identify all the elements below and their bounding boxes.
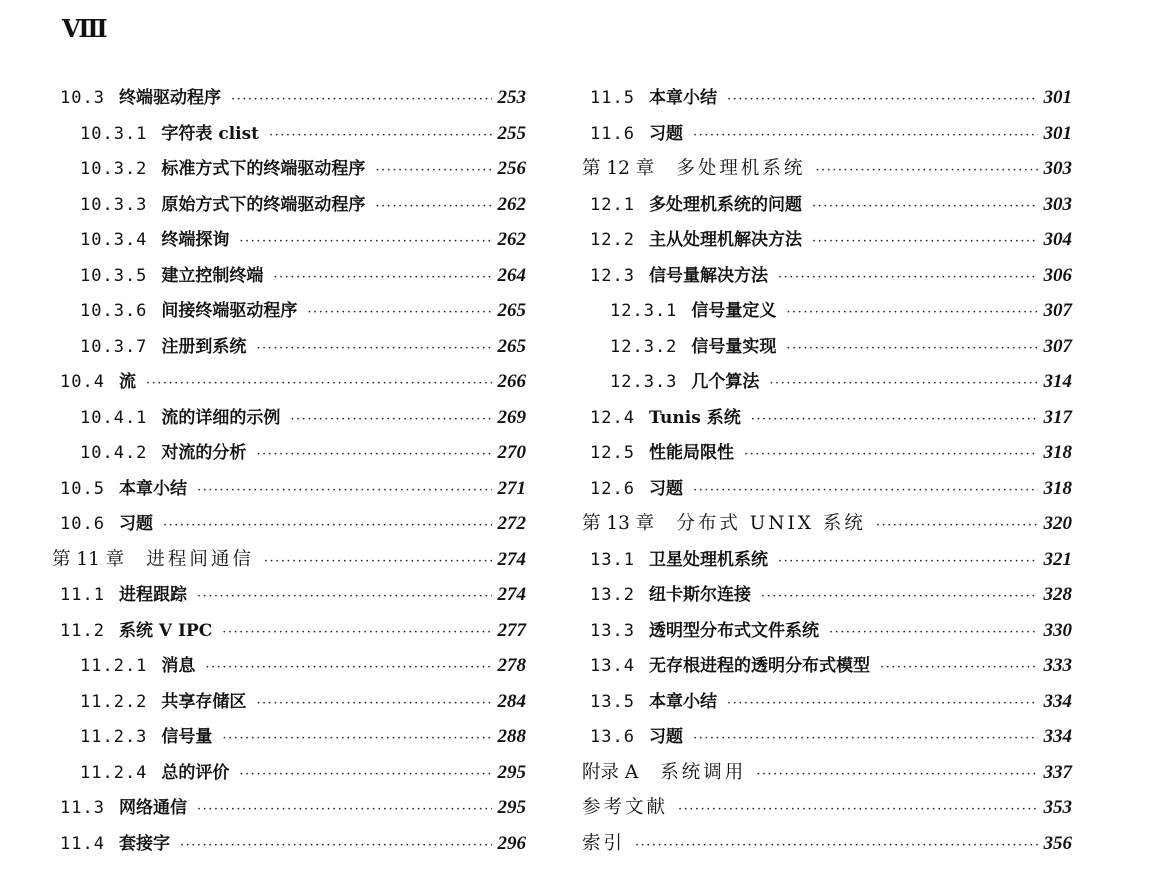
dot-leader <box>786 331 1037 367</box>
toc-entry-title: 进程跟踪 <box>118 585 187 605</box>
toc-entry[interactable] <box>52 293 526 329</box>
toc-entry[interactable] <box>582 364 1072 400</box>
toc-entry-page: 255 <box>497 122 526 144</box>
toc-entry-title: 习题 <box>648 123 683 144</box>
toc-entry[interactable] <box>582 684 1072 720</box>
dot-leader <box>375 153 491 189</box>
dot-leader <box>222 615 491 651</box>
toc-entry[interactable] <box>582 187 1072 223</box>
dot-leader <box>197 473 492 509</box>
toc-entry-number: 第 11 章 <box>52 548 125 570</box>
toc-entry-number: 13.4 <box>590 656 635 676</box>
dot-leader <box>273 260 491 296</box>
toc-entry-number: 11.5 <box>590 88 635 108</box>
dot-leader <box>778 544 1038 580</box>
toc-entry-number: 12.4 <box>590 407 635 428</box>
dot-leader <box>693 473 1038 509</box>
dot-leader <box>197 579 492 615</box>
toc-entry[interactable] <box>52 684 526 720</box>
page-number: Ⅷ <box>62 14 107 43</box>
toc-entry-number: 13.6 <box>590 727 635 747</box>
toc-entry-number: 10.4.1 <box>80 407 148 428</box>
dot-leader <box>290 402 491 438</box>
toc-entry-title: 建立控制终端 <box>161 265 264 286</box>
toc-entry-page: 262 <box>497 193 526 215</box>
toc-entry[interactable] <box>582 400 1072 436</box>
toc-entry-page: 333 <box>1043 655 1072 676</box>
toc-entry[interactable] <box>582 613 1072 649</box>
toc-entry-page: 321 <box>1043 548 1072 570</box>
dot-leader <box>222 721 491 757</box>
toc-entry-page: 307 <box>1043 335 1072 357</box>
toc-entry-page: 334 <box>1043 690 1072 712</box>
toc-entry-title: 习题 <box>648 727 683 747</box>
toc-entry-page: 303 <box>1043 193 1072 215</box>
toc-entry-title: 消息 <box>161 656 196 676</box>
toc-entry[interactable] <box>52 222 526 258</box>
dot-leader <box>264 544 492 580</box>
toc-entry-page: 256 <box>497 158 526 179</box>
toc-entry-number: 11.1 <box>60 585 105 605</box>
toc-entry-page: 277 <box>497 619 526 641</box>
dot-leader <box>693 118 1038 154</box>
toc-entry[interactable] <box>52 506 526 542</box>
dot-leader <box>876 508 1038 544</box>
toc-entry-title: 终端驱动程序 <box>118 88 221 108</box>
toc-entry-title: 分布式 UNIX 系统 <box>676 513 866 534</box>
toc-entry[interactable] <box>582 116 1072 152</box>
toc-entry[interactable] <box>52 826 526 862</box>
toc-entry-number: 13.3 <box>590 620 635 641</box>
toc-entry-number: 10.3 <box>60 88 105 108</box>
toc-entry-title: 系统调用 <box>660 761 747 783</box>
dot-leader <box>307 295 491 331</box>
toc-entry-title: 间接终端驱动程序 <box>161 301 298 321</box>
toc-entry-number: 11.2.3 <box>80 727 148 747</box>
toc-entry[interactable] <box>582 80 1072 116</box>
dot-leader <box>269 118 491 154</box>
toc-entry[interactable] <box>52 400 526 436</box>
toc-entry-title: 主从处理机解决方法 <box>648 230 802 250</box>
toc-entry-page: 278 <box>497 655 526 676</box>
toc-entry-title: 本章小结 <box>118 478 187 499</box>
toc-entry-page: 270 <box>497 442 526 463</box>
toc-entry-page: 272 <box>497 513 526 534</box>
toc-entry-page: 301 <box>1043 122 1072 144</box>
dot-leader <box>812 224 1038 260</box>
toc-entry-page: 301 <box>1043 87 1072 108</box>
toc-entry-page: 317 <box>1043 406 1072 428</box>
toc-entry[interactable] <box>52 648 526 684</box>
toc-entry[interactable] <box>582 506 1072 542</box>
toc-entry[interactable] <box>582 577 1072 613</box>
toc-entry-title: 原始方式下的终端驱动程序 <box>161 194 366 215</box>
toc-entry-number: 10.4 <box>60 372 105 392</box>
toc-entry-number: 12.6 <box>590 478 635 499</box>
toc-entry[interactable] <box>582 151 1072 187</box>
toc-entry-page: 253 <box>497 87 526 108</box>
toc-entry-page: 265 <box>497 335 526 357</box>
toc-entry-title: 进程间通信 <box>146 548 254 570</box>
toc-entry[interactable] <box>582 719 1072 755</box>
dot-leader <box>761 579 1038 615</box>
dot-leader <box>693 721 1038 757</box>
toc-entry[interactable] <box>582 542 1072 578</box>
toc-entry-page: 274 <box>497 584 526 605</box>
toc-entry-number: 11.3 <box>60 798 105 818</box>
toc-entry[interactable] <box>52 151 526 187</box>
toc-entry-number: 10.4.2 <box>80 443 148 463</box>
toc-entry-title: 信号量定义 <box>691 301 777 321</box>
toc-entry[interactable] <box>52 80 526 116</box>
dot-leader <box>756 757 1037 793</box>
toc-entry-title: 几个算法 <box>691 372 760 392</box>
toc-entry[interactable] <box>582 648 1072 684</box>
toc-entry[interactable] <box>582 258 1072 294</box>
dot-leader <box>256 331 491 367</box>
toc-entry[interactable] <box>582 826 1072 862</box>
toc-entry-title: 性能局限性 <box>648 443 734 463</box>
toc-entry-page: 269 <box>497 406 526 428</box>
toc-entry-title: 对流的分析 <box>161 443 247 463</box>
toc-entry-title: 本章小结 <box>648 88 717 108</box>
toc-entry[interactable] <box>52 613 526 649</box>
toc-entry-title: 共享存储区 <box>161 691 247 712</box>
dot-leader <box>231 82 492 118</box>
toc-entry-number: 10.3.7 <box>80 336 148 357</box>
toc-entry-title: 本章小结 <box>648 691 717 712</box>
toc-entry-page: 328 <box>1043 584 1072 605</box>
dot-leader <box>815 153 1037 189</box>
toc-entry-page: 262 <box>497 229 526 250</box>
toc-entry-page: 296 <box>497 832 526 854</box>
dot-leader <box>256 686 491 722</box>
toc-entry-number: 10.5 <box>60 478 105 499</box>
toc-entry-page: 306 <box>1043 264 1072 286</box>
toc-entry[interactable] <box>52 258 526 294</box>
dot-leader <box>635 828 1037 864</box>
toc-entry-title: 习题 <box>648 478 683 499</box>
dot-leader <box>786 295 1037 331</box>
dot-leader <box>163 508 492 544</box>
toc-entry[interactable] <box>52 542 526 578</box>
toc-entry-title: 索引 <box>582 832 626 854</box>
toc-entry-number: 第 13 章 <box>582 513 655 534</box>
toc-entry[interactable] <box>582 471 1072 507</box>
toc-entry-number: 11.2.2 <box>80 691 148 712</box>
dot-leader <box>769 366 1037 402</box>
dot-leader <box>751 402 1038 438</box>
toc-entry-page: 330 <box>1043 619 1072 641</box>
toc-entry[interactable] <box>52 364 526 400</box>
dot-leader <box>180 828 492 864</box>
toc-entry-title: 卫星处理机系统 <box>648 549 768 570</box>
toc-entry-number: 10.6 <box>60 514 105 534</box>
toc-entry-title: 字符表 clist <box>161 123 260 144</box>
toc-entry-page: 274 <box>497 548 526 570</box>
toc-entry-title: 透明型分布式文件系统 <box>648 620 819 641</box>
toc-entry-title: 多处理机系统 <box>676 158 806 179</box>
toc-entry-page: 295 <box>497 761 526 783</box>
toc-entry-title: 信号量 <box>161 727 213 747</box>
toc-entry-number: 10.3.1 <box>80 123 148 144</box>
toc-entry[interactable] <box>582 222 1072 258</box>
toc-entry-page: 318 <box>1043 477 1072 499</box>
toc-entry-number: 10.3.5 <box>80 265 148 286</box>
dot-leader <box>778 260 1038 296</box>
toc-entry-number: 12.2 <box>590 230 635 250</box>
toc-entry-title: 流的详细的示例 <box>161 407 281 428</box>
toc-entry-number: 12.5 <box>590 443 635 463</box>
toc-entry-title: 流 <box>118 372 136 392</box>
toc-entry[interactable] <box>582 329 1072 365</box>
toc-entry-number: 11.4 <box>60 833 105 854</box>
dot-leader <box>239 757 491 793</box>
dot-leader <box>727 82 1038 118</box>
toc-entry-title: 多处理机系统的问题 <box>648 194 802 215</box>
dot-leader <box>205 650 491 686</box>
toc-entry[interactable] <box>52 435 526 471</box>
toc-entry-number: 附录 A <box>582 761 639 783</box>
toc-entry-page: 266 <box>497 371 526 392</box>
toc-entry-title: 纽卡斯尔连接 <box>648 585 751 605</box>
toc-entry-page: 303 <box>1043 158 1072 179</box>
toc-entry-page: 295 <box>497 797 526 818</box>
dot-leader <box>812 189 1038 225</box>
toc-entry-number: 12.3.3 <box>610 372 678 392</box>
toc-entry[interactable] <box>582 755 1072 791</box>
toc-entry-number: 12.3.2 <box>610 336 678 357</box>
toc-entry-title: 网络通信 <box>118 798 187 818</box>
toc-entry[interactable] <box>582 435 1072 471</box>
toc-entry-title: 总的评价 <box>161 762 230 783</box>
toc-entry[interactable] <box>52 790 526 826</box>
toc-entry-number: 11.2.4 <box>80 762 148 783</box>
toc-entry-page: 264 <box>497 264 526 286</box>
dot-leader <box>256 437 491 473</box>
toc-entry-title: 标准方式下的终端驱动程序 <box>161 159 366 179</box>
toc-entry-page: 337 <box>1043 761 1072 783</box>
toc-entry-page: 304 <box>1043 229 1072 250</box>
toc-entry[interactable] <box>52 187 526 223</box>
toc-entry-number: 12.3.1 <box>610 301 678 321</box>
dot-leader <box>880 650 1038 686</box>
toc-entry-page: 353 <box>1043 797 1072 818</box>
toc-entry[interactable] <box>52 577 526 613</box>
toc-entry-page: 314 <box>1043 371 1072 392</box>
toc-entry-title: 无存根进程的透明分布式模型 <box>648 656 870 676</box>
toc-entry-number: 12.3 <box>590 265 635 286</box>
toc-entry-page: 284 <box>497 690 526 712</box>
dot-leader <box>197 792 492 828</box>
dot-leader <box>678 792 1037 828</box>
toc-entry-number: 13.2 <box>590 585 635 605</box>
toc-right-column <box>582 80 1072 861</box>
toc-entry-page: 318 <box>1043 442 1072 463</box>
toc-entry-title: 套接字 <box>118 833 170 854</box>
toc-entry-number: 10.3.6 <box>80 301 148 321</box>
toc-entry-page: 307 <box>1043 300 1072 321</box>
toc-entry[interactable] <box>52 471 526 507</box>
toc-entry-page: 334 <box>1043 726 1072 747</box>
toc-entry-number: 13.1 <box>590 549 635 570</box>
toc-entry[interactable] <box>52 329 526 365</box>
toc-entry[interactable] <box>582 790 1072 826</box>
toc-entry-number: 第 12 章 <box>582 158 655 179</box>
toc-entry-page: 356 <box>1043 832 1072 854</box>
toc-entry-title: Tunis 系统 <box>648 407 741 428</box>
dot-leader <box>829 615 1038 651</box>
toc-entry-number: 11.2.1 <box>80 656 148 676</box>
toc-entry-number: 13.5 <box>590 691 635 712</box>
toc-entry-title: 习题 <box>118 514 153 534</box>
toc-entry-title: 信号量解决方法 <box>648 265 768 286</box>
toc-entry-title: 参考文献 <box>582 797 669 818</box>
toc-entry-title: 信号量实现 <box>691 336 777 357</box>
toc-entry-number: 10.3.4 <box>80 230 148 250</box>
dot-leader <box>744 437 1038 473</box>
dot-leader <box>727 686 1038 722</box>
toc-entry[interactable] <box>582 293 1072 329</box>
toc-entry-page: 265 <box>497 300 526 321</box>
toc-entry-number: 12.1 <box>590 194 635 215</box>
toc-left-column <box>52 80 526 861</box>
dot-leader <box>146 366 492 402</box>
toc-entry[interactable] <box>52 719 526 755</box>
toc-entry-number: 11.2 <box>60 620 105 641</box>
toc-entry-number: 11.6 <box>590 123 635 144</box>
toc-entry-title: 终端探询 <box>161 230 230 250</box>
toc-entry-page: 271 <box>497 477 526 499</box>
toc-entry-page: 288 <box>497 726 526 747</box>
dot-leader <box>239 224 491 260</box>
toc-entry-title: 系统 V IPC <box>118 620 213 641</box>
dot-leader <box>375 189 491 225</box>
toc-entry[interactable] <box>52 116 526 152</box>
toc-entry-number: 10.3.2 <box>80 159 148 179</box>
toc-entry[interactable] <box>52 755 526 791</box>
toc-entry-title: 注册到系统 <box>161 336 247 357</box>
toc-entry-page: 320 <box>1043 513 1072 534</box>
toc-entry-number: 10.3.3 <box>80 194 148 215</box>
